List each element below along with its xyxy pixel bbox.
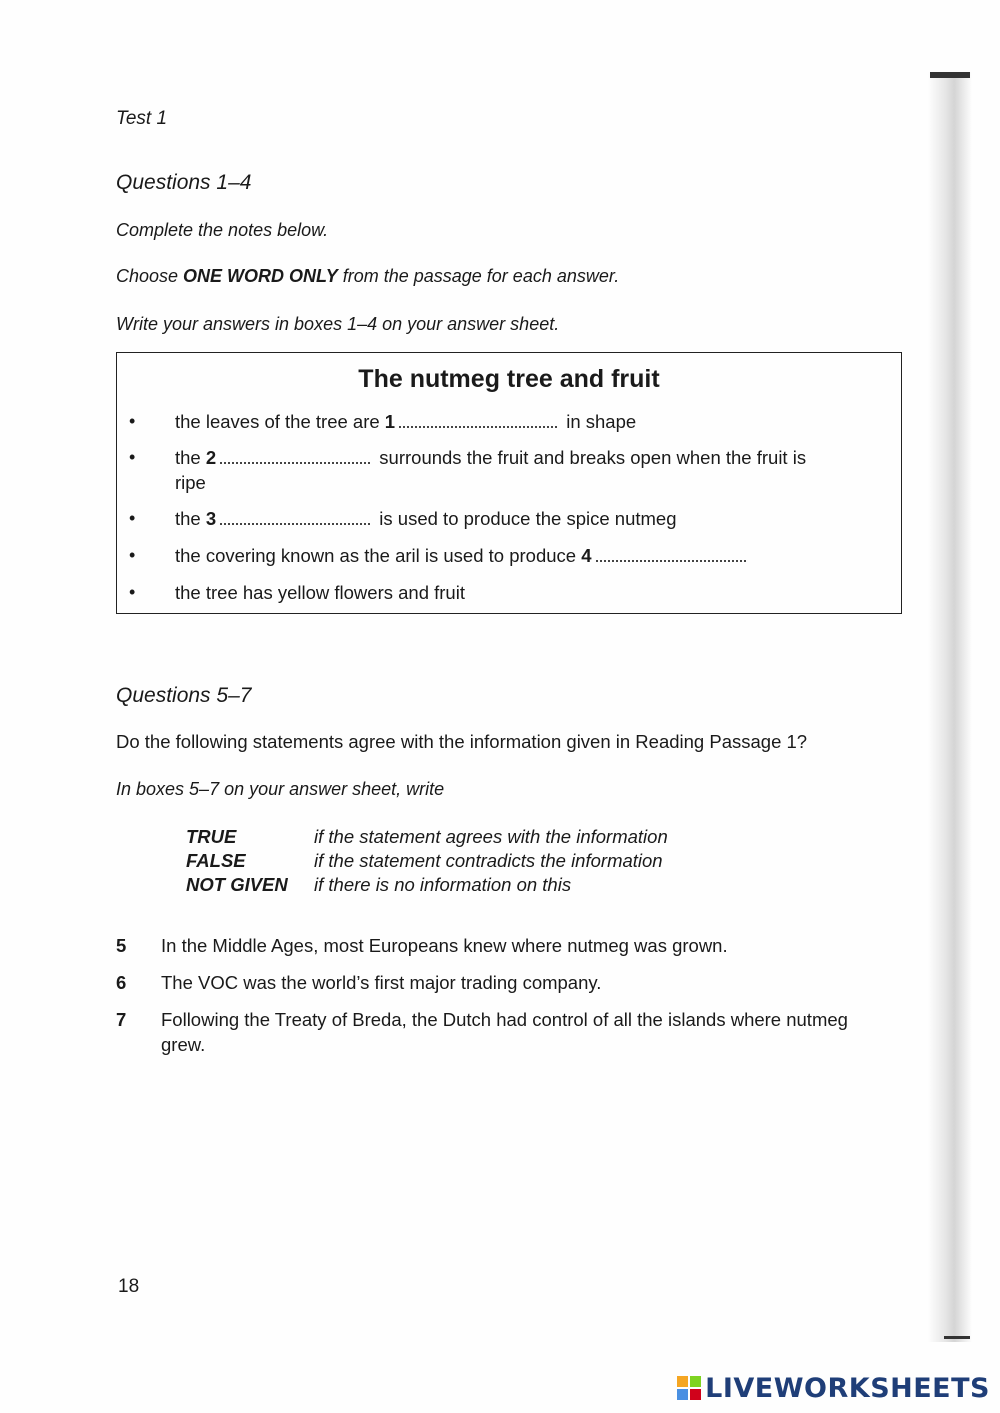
instruction-complete-notes: Complete the notes below. xyxy=(116,220,329,240)
answer-blank-2[interactable] xyxy=(220,450,370,464)
bullet-icon: • xyxy=(129,411,136,431)
instruction-write: In boxes 5–7 on your answer sheet, write xyxy=(116,779,445,799)
notes-title: The nutmeg tree and fruit xyxy=(358,365,660,393)
bullet-icon: • xyxy=(129,545,136,565)
bullet-icon: • xyxy=(129,582,136,602)
bullet-icon: • xyxy=(129,508,136,528)
questions-5-7-heading: Questions 5–7 xyxy=(116,684,252,707)
instruction-answer-boxes: Write your answers in boxes 1–4 on your answer sheet. xyxy=(116,314,560,334)
notes-box: The nutmeg tree and fruit • the leaves of the tree are 1 in shape • the 2 surrounds the fruit and breaks open when the fruit is ripe • the 3 is used to produce the spice nutmeg • the covering known as the aril is used to produce 4 • the tree has yellow flowers and fruit xyxy=(116,352,902,614)
scan-corner-mark xyxy=(930,72,970,78)
answer-blank-1[interactable] xyxy=(399,414,557,428)
scan-shadow xyxy=(928,72,972,1342)
questions-1-4-heading: Questions 1–4 xyxy=(116,171,252,194)
legend-false: FALSE if the statement contradicts the information xyxy=(186,850,663,871)
legend-true: TRUE if the statement agrees with the information xyxy=(186,826,668,847)
liveworksheets-icon xyxy=(677,1376,701,1400)
instruction-choose-words: Choose ONE WORD ONLY from the passage for each answer. xyxy=(116,266,620,286)
statements-intro: Do the following statements agree with the information given in Reading Passage 1? xyxy=(116,731,808,752)
liveworksheets-logo xyxy=(677,1373,990,1403)
page-number: 18 xyxy=(118,1276,140,1297)
bullet-icon: • xyxy=(129,447,136,467)
liveworksheets-brand: LIVEWORKSHEETS xyxy=(705,1372,990,1404)
scan-corner-mark-bottom xyxy=(944,1336,970,1339)
test-label: Test 1 xyxy=(116,108,168,129)
legend-not-given: NOT GIVEN if there is no information on this xyxy=(186,874,572,895)
answer-blank-4[interactable] xyxy=(596,548,746,562)
answer-blank-3[interactable] xyxy=(220,511,370,525)
